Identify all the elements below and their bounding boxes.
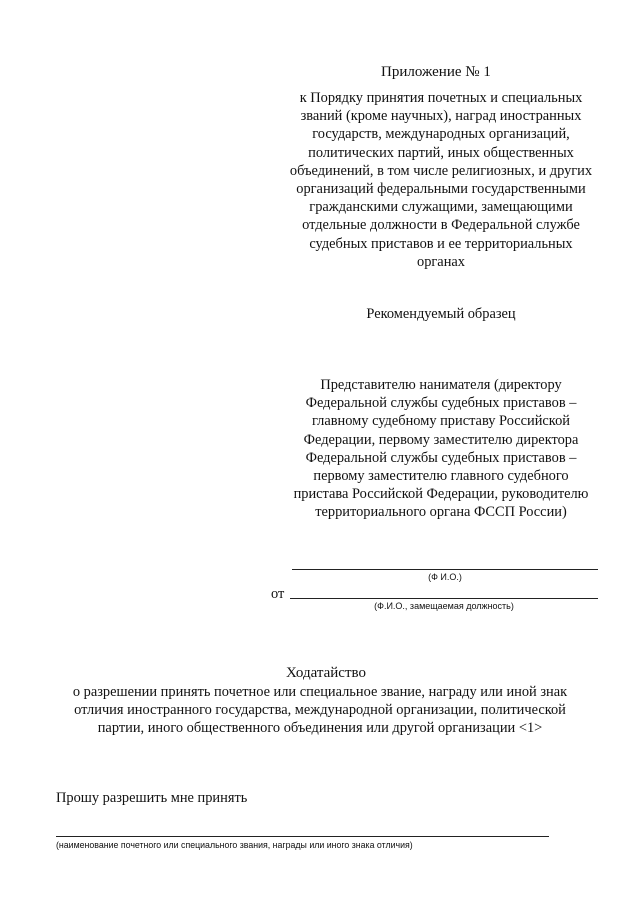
request-line xyxy=(56,836,549,837)
from-line xyxy=(290,598,598,599)
petition-subject: о разрешении принять почетное или специальное звание, награду или иной знак отличия иностранного государства, международной организации, политической партии, иного общественного объединения или другой организации <1> xyxy=(72,684,568,737)
addressee-block: Представителю нанимателя (директору Федеральной службы судебных приставов – главному судебному приставу Российской Федерации, первому заместителю директора Федеральной службы судебных приставов – первому заместителю главного судебного пристава Российской Федерации, руководителю территориального органа ФССП России) xyxy=(293,377,589,521)
petition-title: Ходатайство xyxy=(286,665,366,681)
from-caption: (Ф.И.О., замещаемая должность) xyxy=(374,601,514,611)
request-text: Прошу разрешить мне принять xyxy=(56,790,248,806)
appendix-reference: к Порядку принятия почетных и специальных званий (кроме научных), наград иностранных государств, международных организаций, политических партий, иных общественных объединений, в том числе религиозных, и других организаций федеральными государственными гражданскими служащими, замещающими отдельные должности в Федеральной службе судебных приставов и ее территориальных органах xyxy=(289,90,593,270)
fio-line xyxy=(292,569,598,570)
from-label: от xyxy=(271,586,285,602)
fio-caption: (Ф И.О.) xyxy=(428,572,462,582)
request-caption: (наименование почетного или специального звания, награды или иного знака отличия) xyxy=(56,840,413,850)
appendix-title: Приложение № 1 xyxy=(381,64,491,80)
sample-label: Рекомендуемый образец xyxy=(366,306,516,322)
